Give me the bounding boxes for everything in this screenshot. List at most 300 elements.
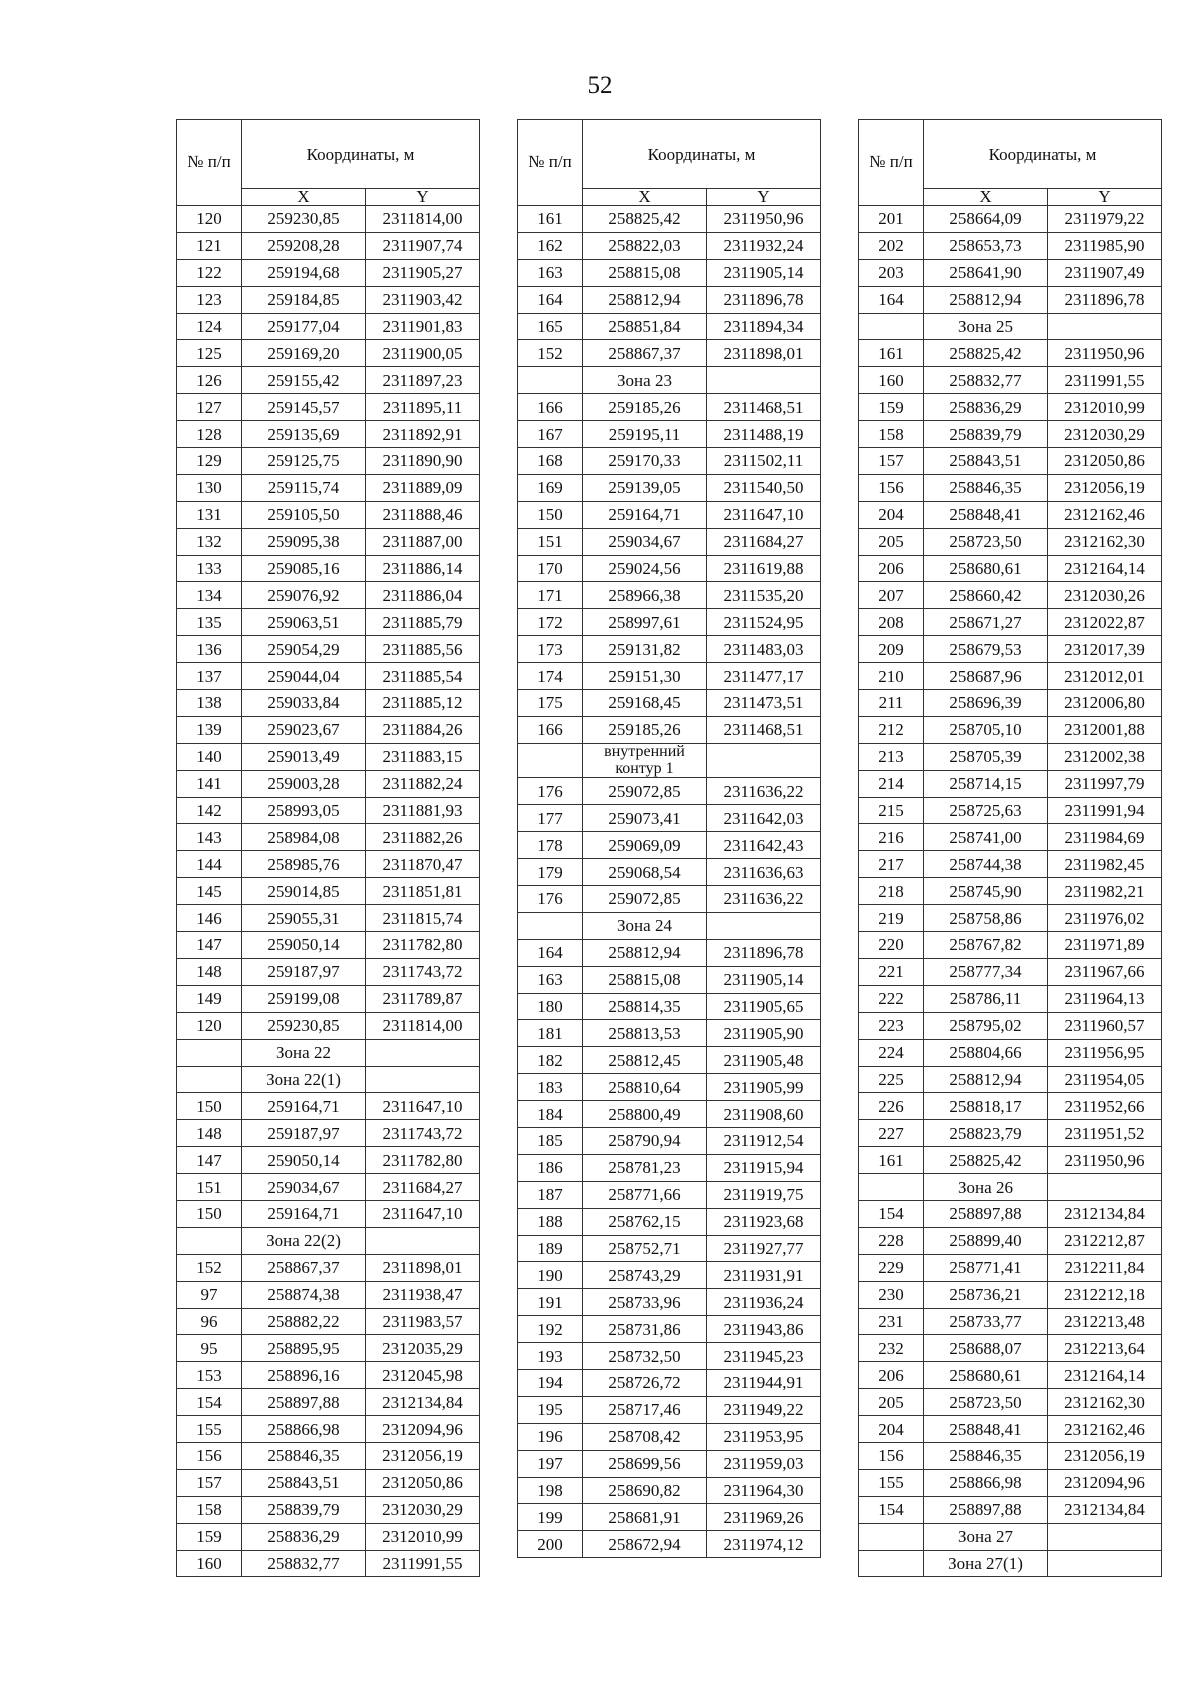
coord-x: 259034,67 [242,1174,366,1201]
table-row [859,394,1162,421]
coord-y: 2311964,13 [1048,985,1162,1012]
table-row [859,367,1162,394]
point-number: 164 [518,286,583,313]
coord-x: 258897,88 [924,1200,1048,1227]
coord-y: 2311953,95 [707,1423,821,1450]
table-row [518,206,821,233]
coord-y: 2312164,14 [1048,555,1162,582]
point-number: 191 [518,1289,583,1316]
coord-x: 258681,91 [583,1504,707,1531]
table-row [177,1442,480,1469]
table-row [859,1523,1162,1550]
coord-x: 258846,35 [924,1442,1048,1469]
table-row [518,966,821,993]
point-number: 178 [518,832,583,859]
table-row [859,663,1162,690]
table-row [177,286,480,313]
coord-y: 2311888,46 [366,501,480,528]
table-row [518,367,821,394]
point-number: 216 [859,824,924,851]
point-number [859,1550,924,1577]
table-row [177,259,480,286]
point-number: 174 [518,663,583,690]
coord-y [366,1039,480,1066]
coord-x: 258815,08 [583,259,707,286]
coord-y: 2311782,80 [366,1147,480,1174]
coord-y: 2312010,99 [1048,394,1162,421]
coord-x: Зона 22 [242,1039,366,1066]
coord-x: 258825,42 [583,206,707,233]
point-number: 209 [859,636,924,663]
point-number: 222 [859,985,924,1012]
point-number [177,1039,242,1066]
table-row [518,885,821,912]
coord-y: 2311477,17 [707,663,821,690]
coord-x: Зона 22(1) [242,1066,366,1093]
table-row [518,805,821,832]
coord-y: 2311936,24 [707,1289,821,1316]
coord-x: 258832,77 [242,1550,366,1577]
coord-x: 258679,53 [924,636,1048,663]
coord-x: 258744,38 [924,851,1048,878]
coord-x: 259024,56 [583,555,707,582]
coord-y: 2312134,84 [366,1389,480,1416]
point-number: 155 [177,1416,242,1443]
coord-y: 2311882,26 [366,824,480,851]
coord-y: 2311647,10 [366,1093,480,1120]
point-number: 215 [859,797,924,824]
point-number: 151 [518,528,583,555]
point-number: 154 [177,1389,242,1416]
coord-x: 258823,79 [924,1120,1048,1147]
page-number: 52 [587,72,613,99]
coord-x: 258896,16 [242,1362,366,1389]
point-number: 205 [859,528,924,555]
table-row [859,259,1162,286]
coord-y: 2311905,14 [707,259,821,286]
coord-y: 2311974,12 [707,1531,821,1558]
table-row [177,1012,480,1039]
table-row [859,1227,1162,1254]
point-number: 152 [518,340,583,367]
point-number: 166 [518,716,583,743]
point-number: 159 [859,394,924,421]
point-number: 165 [518,313,583,340]
coord-y: 2312212,87 [1048,1227,1162,1254]
table-row [859,1469,1162,1496]
point-number: 150 [177,1093,242,1120]
point-number: 220 [859,932,924,959]
coord-x: 258839,79 [242,1496,366,1523]
point-number: 221 [859,958,924,985]
coord-x: 258846,35 [242,1442,366,1469]
coord-x: 259199,08 [242,985,366,1012]
coord-x: 259195,11 [583,421,707,448]
point-number: 147 [177,932,242,959]
table-row [518,1477,821,1504]
coord-y: 2312030,26 [1048,582,1162,609]
coord-x: 258696,39 [924,690,1048,717]
coord-y [707,743,821,778]
coordinates-table-3 [858,119,1162,1577]
coord-x: 259170,33 [583,448,707,475]
point-number: 206 [859,1362,924,1389]
coord-y: 2311951,52 [1048,1120,1162,1147]
coord-y: 2311488,19 [707,421,821,448]
table-row [177,394,480,421]
table-row [177,663,480,690]
coord-x: 259208,28 [242,232,366,259]
coord-x: 258664,09 [924,206,1048,233]
point-number: 136 [177,636,242,663]
table-row [518,474,821,501]
coord-x: 258836,29 [924,394,1048,421]
coord-x: 258680,61 [924,1362,1048,1389]
point-number: 213 [859,743,924,770]
coord-x: Зона 27 [924,1523,1048,1550]
coord-x: 258705,39 [924,743,1048,770]
coord-y: 2311919,75 [707,1181,821,1208]
table-row [859,1147,1162,1174]
coord-x: 258672,94 [583,1531,707,1558]
coord-x: 259023,67 [242,716,366,743]
coord-x: 258812,45 [583,1047,707,1074]
coord-y: 2312162,30 [1048,528,1162,555]
coord-x: 258867,37 [583,340,707,367]
point-number: 208 [859,609,924,636]
point-number: 156 [177,1442,242,1469]
point-number [518,743,583,778]
point-number: 166 [518,394,583,421]
coord-x: 258733,77 [924,1308,1048,1335]
coord-y: 2311896,78 [1048,286,1162,313]
coord-x: 258762,15 [583,1208,707,1235]
coord-y: 2311950,96 [1048,340,1162,367]
coord-x: 258810,64 [583,1074,707,1101]
coord-y: 2311895,11 [366,394,480,421]
coord-y: 2311949,22 [707,1396,821,1423]
table-row [177,340,480,367]
table-row [177,797,480,824]
coord-y: 2311535,20 [707,582,821,609]
coord-y: 2311967,66 [1048,958,1162,985]
table-row [859,932,1162,959]
coord-x: 258899,40 [924,1227,1048,1254]
table-row [518,286,821,313]
table-row [177,690,480,717]
table-row [859,206,1162,233]
coord-y: 2312012,01 [1048,663,1162,690]
table-row [518,1370,821,1397]
coord-x: 258993,05 [242,797,366,824]
table-row [859,286,1162,313]
table-row [859,528,1162,555]
point-number: 155 [859,1469,924,1496]
point-number: 163 [518,966,583,993]
coord-x: 259185,26 [583,394,707,421]
coord-x: 258732,50 [583,1343,707,1370]
table-row [859,1362,1162,1389]
point-number: 140 [177,743,242,770]
coord-y: 2311540,50 [707,474,821,501]
table-row [859,1174,1162,1201]
table-row [177,716,480,743]
coord-y: 2311932,24 [707,232,821,259]
coord-y: 2312010,99 [366,1523,480,1550]
coord-x: 259034,67 [583,528,707,555]
table-row [859,636,1162,663]
coord-x: 259033,84 [242,690,366,717]
coord-x: 258688,07 [924,1335,1048,1362]
point-number: 219 [859,905,924,932]
coord-x: 258733,96 [583,1289,707,1316]
coord-x: 258812,94 [583,286,707,313]
coord-x: 258708,42 [583,1423,707,1450]
point-number: 228 [859,1227,924,1254]
coord-y: 2311959,03 [707,1450,821,1477]
table-row [859,1254,1162,1281]
coord-y: 2312094,96 [366,1416,480,1443]
table-row [859,1200,1162,1227]
coord-y: 2311782,80 [366,932,480,959]
table-row [518,716,821,743]
coord-x: 258867,37 [242,1254,366,1281]
coord-x: Зона 26 [924,1174,1048,1201]
coord-x: 258771,41 [924,1254,1048,1281]
table-row [859,1335,1162,1362]
point-number: 143 [177,824,242,851]
point-number: 127 [177,394,242,421]
coord-y: 2311502,11 [707,448,821,475]
coord-y: 2311789,87 [366,985,480,1012]
table-row [518,1235,821,1262]
point-number: 181 [518,1020,583,1047]
coord-x: Зона 25 [924,313,1048,340]
coord-y: 2311982,45 [1048,851,1162,878]
table-row [177,528,480,555]
point-number [518,367,583,394]
point-number: 217 [859,851,924,878]
point-number: 176 [518,885,583,912]
coord-x: 258699,56 [583,1450,707,1477]
coord-x: 259164,71 [242,1093,366,1120]
point-number: 198 [518,1477,583,1504]
coord-x: 259230,85 [242,206,366,233]
table-row [518,394,821,421]
point-number: 225 [859,1066,924,1093]
point-number: 179 [518,859,583,886]
point-number: 129 [177,448,242,475]
point-number: 121 [177,232,242,259]
coord-x: 259151,30 [583,663,707,690]
point-number: 223 [859,1012,924,1039]
coord-y: 2312164,14 [1048,1362,1162,1389]
coord-y [707,912,821,939]
coord-x: 258758,86 [924,905,1048,932]
coord-y: 2311950,96 [1048,1147,1162,1174]
coord-y: 2311956,95 [1048,1039,1162,1066]
point-number: 211 [859,690,924,717]
table-row [518,912,821,939]
header-y: Y [707,189,821,206]
coordinates-table-2 [517,119,821,1558]
coord-x: 258671,27 [924,609,1048,636]
coord-x: 258660,42 [924,582,1048,609]
coord-x: 258800,49 [583,1101,707,1128]
coord-y: 2311898,01 [366,1254,480,1281]
coord-y: 2311905,27 [366,259,480,286]
coord-y: 2311964,30 [707,1477,821,1504]
coord-y: 2311468,51 [707,394,821,421]
coord-x: 259168,45 [583,690,707,717]
point-number: 187 [518,1181,583,1208]
point-number [859,1174,924,1201]
coord-y: 2311851,81 [366,878,480,905]
table-row [177,206,480,233]
header-number: № п/п [859,120,924,206]
header-number: № п/п [518,120,583,206]
coord-x: 258790,94 [583,1127,707,1154]
point-number: 158 [859,421,924,448]
coord-y: 2311954,05 [1048,1066,1162,1093]
coord-x: 258812,94 [924,1066,1048,1093]
coord-x: 258851,84 [583,313,707,340]
coord-y: 2311892,91 [366,421,480,448]
coord-x: 259076,92 [242,582,366,609]
point-number: 154 [859,1200,924,1227]
coord-y: 2311944,91 [707,1370,821,1397]
table-row [518,448,821,475]
point-number: 150 [177,1200,242,1227]
coord-y: 2312162,46 [1048,1416,1162,1443]
point-number: 214 [859,770,924,797]
coord-x: 258843,51 [242,1469,366,1496]
coord-y: 2311903,42 [366,286,480,313]
table-row [177,905,480,932]
point-number: 144 [177,851,242,878]
coord-y: 2311885,56 [366,636,480,663]
table-row [518,1289,821,1316]
table-row [859,797,1162,824]
coord-y: 2311743,72 [366,1120,480,1147]
point-number: 158 [177,1496,242,1523]
coord-x: 259164,71 [583,501,707,528]
point-number [859,313,924,340]
table-row [859,690,1162,717]
table-row [177,1093,480,1120]
coord-x: Зона 22(2) [242,1227,366,1254]
table-row [859,340,1162,367]
table-row [177,1550,480,1577]
table-row [859,985,1162,1012]
coord-x: 259072,85 [583,885,707,912]
point-number: 149 [177,985,242,1012]
coord-y [707,367,821,394]
header-y: Y [366,189,480,206]
table-row [518,313,821,340]
point-number: 162 [518,232,583,259]
point-number: 203 [859,259,924,286]
table-row [859,770,1162,797]
point-number: 128 [177,421,242,448]
table-row [859,743,1162,770]
coord-y: 2311647,10 [707,501,821,528]
table-row [518,1154,821,1181]
coord-x: 259055,31 [242,905,366,932]
coord-x: 258839,79 [924,421,1048,448]
point-number: 156 [859,474,924,501]
point-number: 172 [518,609,583,636]
point-number: 175 [518,690,583,717]
coord-x: 258752,71 [583,1235,707,1262]
coord-x: 259044,04 [242,663,366,690]
coord-y: 2311997,79 [1048,770,1162,797]
coord-y: 2312022,87 [1048,609,1162,636]
coord-x: 258984,08 [242,824,366,851]
coord-x: 258723,50 [924,1389,1048,1416]
point-number: 133 [177,555,242,582]
table-row [177,367,480,394]
coord-y [1048,1174,1162,1201]
coord-y: 2311979,22 [1048,206,1162,233]
point-number: 168 [518,448,583,475]
table-row [518,778,821,805]
table-row [177,313,480,340]
table-row [177,555,480,582]
point-number: 169 [518,474,583,501]
point-number: 173 [518,636,583,663]
coord-y: 2311960,57 [1048,1012,1162,1039]
point-number: 210 [859,663,924,690]
table-row [859,1039,1162,1066]
table-row [177,1200,480,1227]
table-row [177,609,480,636]
coord-y [1048,313,1162,340]
point-number: 205 [859,1389,924,1416]
point-number: 157 [859,448,924,475]
point-number: 232 [859,1335,924,1362]
table-row [518,1127,821,1154]
point-number: 150 [518,501,583,528]
coord-y: 2311908,60 [707,1101,821,1128]
coord-y: 2312050,86 [1048,448,1162,475]
coord-y: 2311642,43 [707,832,821,859]
coord-y: 2311642,03 [707,805,821,832]
coord-y: 2311896,78 [707,286,821,313]
coord-x: 258895,95 [242,1335,366,1362]
table-row [518,1423,821,1450]
coord-y: 2311984,69 [1048,824,1162,851]
coord-x: 259135,69 [242,421,366,448]
coord-y: 2311982,21 [1048,878,1162,905]
coord-x: 258818,17 [924,1093,1048,1120]
coord-x: 258743,29 [583,1262,707,1289]
table-row [177,232,480,259]
coord-x: 258815,08 [583,966,707,993]
coord-x: 258781,23 [583,1154,707,1181]
coord-y: 2311870,47 [366,851,480,878]
point-number: 122 [177,259,242,286]
header-coordinates: Координаты, м [583,120,821,189]
point-number: 161 [859,1147,924,1174]
coord-x: 259069,09 [583,832,707,859]
header-coordinates: Координаты, м [242,120,480,189]
point-number: 177 [518,805,583,832]
table-row [518,501,821,528]
coord-y: 2311945,23 [707,1343,821,1370]
coord-x: 258777,34 [924,958,1048,985]
point-number [859,1523,924,1550]
